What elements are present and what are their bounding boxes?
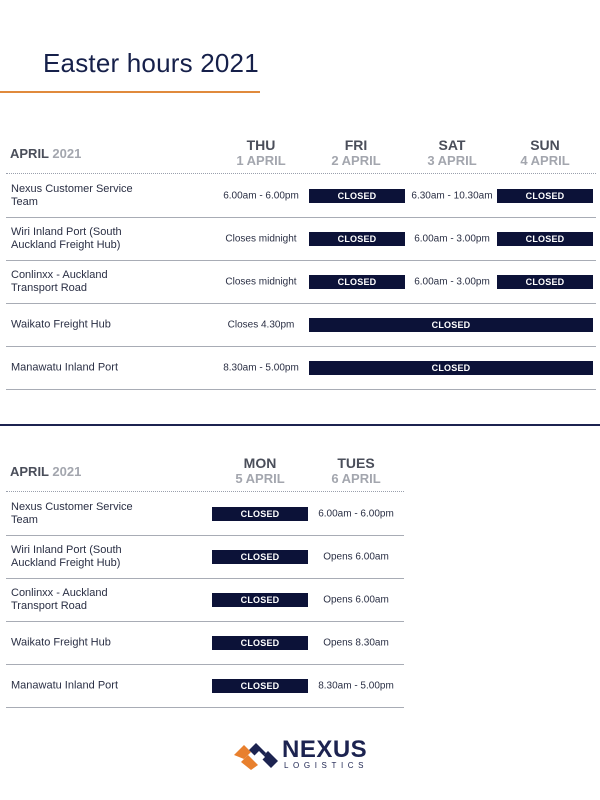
- table-row: [6, 492, 404, 536]
- hours-tue: Opens 8.30am: [323, 637, 389, 649]
- table-row: [6, 304, 596, 347]
- hours-sat: 6.00am - 3.00pm: [414, 276, 490, 288]
- location-name: Wiri Inland Port (South Auckland Freight Hub): [11, 226, 122, 251]
- closed-badge: CLOSED: [212, 636, 308, 650]
- hours-sat: 6.00am - 3.00pm: [414, 233, 490, 245]
- location-name: Waikato Freight Hub: [11, 318, 111, 331]
- closed-badge: CLOSED: [309, 189, 405, 203]
- table-header: [6, 128, 596, 174]
- hours-sat: 6.30am - 10.30am: [411, 190, 493, 201]
- closed-badge-span: CLOSED: [309, 318, 593, 332]
- closed-badge: CLOSED: [212, 550, 308, 564]
- location-name: Manawatu Inland Port: [11, 361, 119, 374]
- day-header-fri: FRI 2 APRIL: [331, 137, 381, 168]
- closed-badge: CLOSED: [212, 679, 308, 693]
- table-row: [6, 579, 404, 622]
- hours-tue: 6.00am - 6.00pm: [318, 508, 394, 519]
- table-row: [6, 261, 596, 304]
- hours-table-mon-tue: [6, 446, 404, 708]
- closed-badge: CLOSED: [497, 275, 593, 289]
- location-name: Nexus Customer Service Team: [11, 182, 133, 208]
- month-label: APRIL 2021: [10, 146, 82, 161]
- hours-thu: 6.00am - 6.00pm: [223, 190, 299, 201]
- closed-badge: CLOSED: [497, 189, 593, 203]
- location-name: Conlinxx - Auckland Transport Road: [11, 587, 108, 612]
- title-underline: [0, 91, 260, 93]
- closed-badge: CLOSED: [212, 593, 308, 607]
- hours-thu: Closes midnight: [225, 276, 297, 288]
- page-title: Easter hours 2021: [43, 48, 259, 78]
- location-name: Wiri Inland Port (South Auckland Freight Hub): [11, 544, 122, 569]
- day-header-mon: MON 5 APRIL: [235, 455, 285, 486]
- table-row: [6, 347, 596, 390]
- hours-tue: Opens 6.00am: [323, 551, 389, 563]
- day-header-tue: TUES 6 APRIL: [331, 455, 381, 486]
- month-label: APRIL 2021: [10, 464, 82, 479]
- hours-thu: Closes midnight: [225, 233, 297, 245]
- location-name: Waikato Freight Hub: [11, 636, 111, 649]
- table-row: [6, 174, 596, 218]
- day-header-sun: SUN 4 APRIL: [520, 137, 570, 168]
- hours-table-thu-sun: [6, 128, 596, 390]
- table-row: [6, 665, 404, 708]
- nexus-logo-mark-icon: [231, 740, 281, 770]
- day-header-thu: THU 1 APRIL: [236, 137, 286, 168]
- nexus-logistics-logo: [231, 737, 371, 773]
- location-name: Nexus Customer Service Team: [11, 500, 133, 526]
- location-name: Conlinxx - Auckland Transport Road: [11, 269, 108, 294]
- closed-badge-span: CLOSED: [309, 361, 593, 375]
- hours-tue: 8.30am - 5.00pm: [318, 680, 394, 692]
- section-divider: [0, 424, 600, 426]
- closed-badge: CLOSED: [309, 275, 405, 289]
- closed-badge: CLOSED: [212, 507, 308, 521]
- logo-wordmark: NEXUS: [282, 736, 368, 763]
- hours-thu: Closes 4.30pm: [227, 319, 295, 331]
- hours-thu: 8.30am - 5.00pm: [223, 362, 299, 374]
- closed-badge: CLOSED: [497, 232, 593, 246]
- hours-tue: Opens 6.00am: [323, 594, 389, 606]
- table-row: [6, 622, 404, 665]
- table-header: [6, 446, 404, 492]
- table-row: [6, 218, 596, 261]
- day-header-sat: SAT 3 APRIL: [427, 137, 477, 168]
- location-name: Manawatu Inland Port: [11, 679, 119, 692]
- closed-badge: CLOSED: [309, 232, 405, 246]
- table-row: [6, 536, 404, 579]
- logo-subtitle: LOGISTICS: [284, 761, 369, 770]
